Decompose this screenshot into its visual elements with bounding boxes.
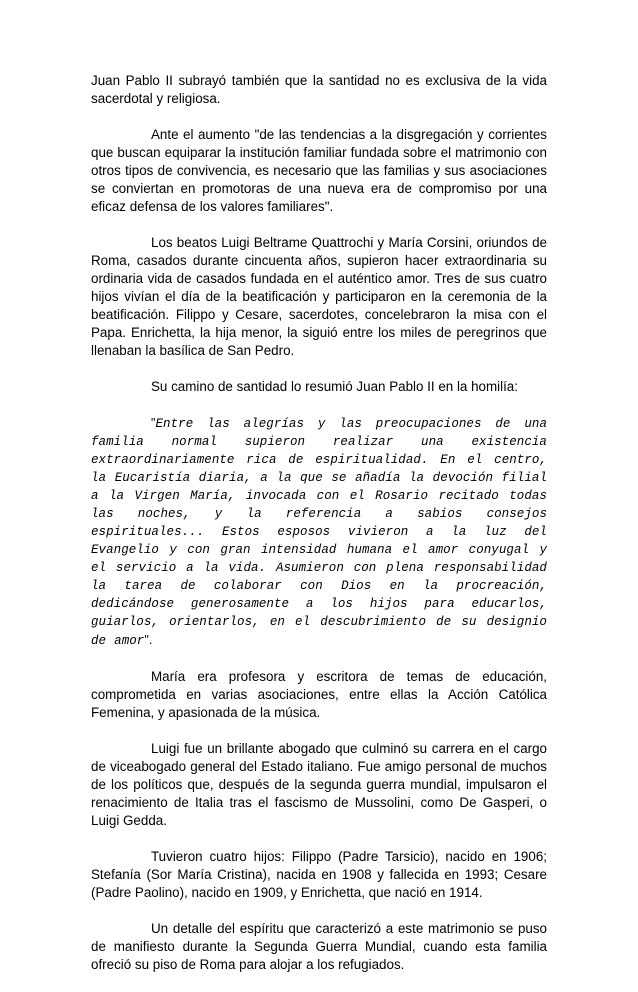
quote-close-mark: ". [144,633,153,647]
quote-open-mark: " [151,416,156,430]
quote-text: Entre las alegrías y las preocupaciones de una familia normal supieron realizar una existencia extraordinariamente rica de espiritualidad. En el centro, la Eucaristía diaria, a la que se añadía la devoción filial a la Virgen María, invocada con el Rosario recitado todas las noches, y la referencia a sabios consejos espirituales... Estos esposos vivieron a la luz del Evangelio y con gran intensidad humana el amor conyugal y el servicio a la vida. Asumieron con plena responsabilidad la tarea de colaborar con Dios en la procreación, dedicándose generosamente a los hijos para educarlos, guiarlos, orientarlos, en el descubrimiento de su designio de amor [91,417,547,648]
paragraph-maria-bio: María era profesora y escritora de temas de educación, comprometida en varias asociaciones, entre ellas la Acción Católica Femenina, y apasionada de la música. [91,669,547,720]
document-page [91,72,547,992]
paragraph-luigi-bio: Luigi fue un brillante abogado que culminó su carrera en el cargo de viceabogado general del Estado italiano. Fue amigo personal de muchos de los políticos que, después de la segunda guerra mundial, impulsaron el renacimiento de Italia tras el fascismo de Mussolini, como De Gasperi, o Luigi Gedda. [91,741,547,828]
paragraph-sanctity-not-exclusive: Juan Pablo II subrayó también que la santidad no es exclusiva de la vida sacerdotal y religiosa. [91,73,547,106]
paragraph-homily-intro: Su camino de santidad lo resumió Juan Pablo II en la homilía: [151,379,518,394]
paragraph-blessed-couple: Los beatos Luigi Beltrame Quattrochi y María Corsini, oriundos de Roma, casados durante cincuenta años, supieron hacer extraordinaria su ordinaria vida de casados fundada en el auténtico amor. Tres de sus cuatro hijos vivían el día de la beatificación y participaron en la ceremonia de la beatificación. Filippo y Cesare, sacerdotes, concelebraron la misa con el Papa. Enrichetta, la hija menor, la siguió entre los miles de peregrinos que llenaban la basílica de San Pedro. [91,235,547,358]
paragraph-family-trends: Ante el aumento "de las tendencias a la disgregación y corrientes que buscan equiparar la institución familiar fundada sobre el matrimonio con otros tipos de convivencia, es necesario que las familias y sus asociaciones se conviertan en promotoras de una nueva era de compromiso por una eficaz defensa de los valores familiares". [91,127,547,214]
paragraph-wartime-refuge: Un detalle del espíritu que caracterizó a este matrimonio se puso de manifiesto durante la Segunda Guerra Mundial, cuando esta familia ofreció su piso de Roma para alojar a los refugiados. [91,921,547,972]
paragraph-children: Tuvieron cuatro hijos: Filippo (Padre Tarsicio), nacido en 1906; Stefanía (Sor María Cristina), nacida en 1908 y fallecida en 1993; Cesare (Padre Paolino), nacido en 1909, y Enrichetta, que nació en 1914. [91,849,547,900]
homily-quote [91,414,547,650]
